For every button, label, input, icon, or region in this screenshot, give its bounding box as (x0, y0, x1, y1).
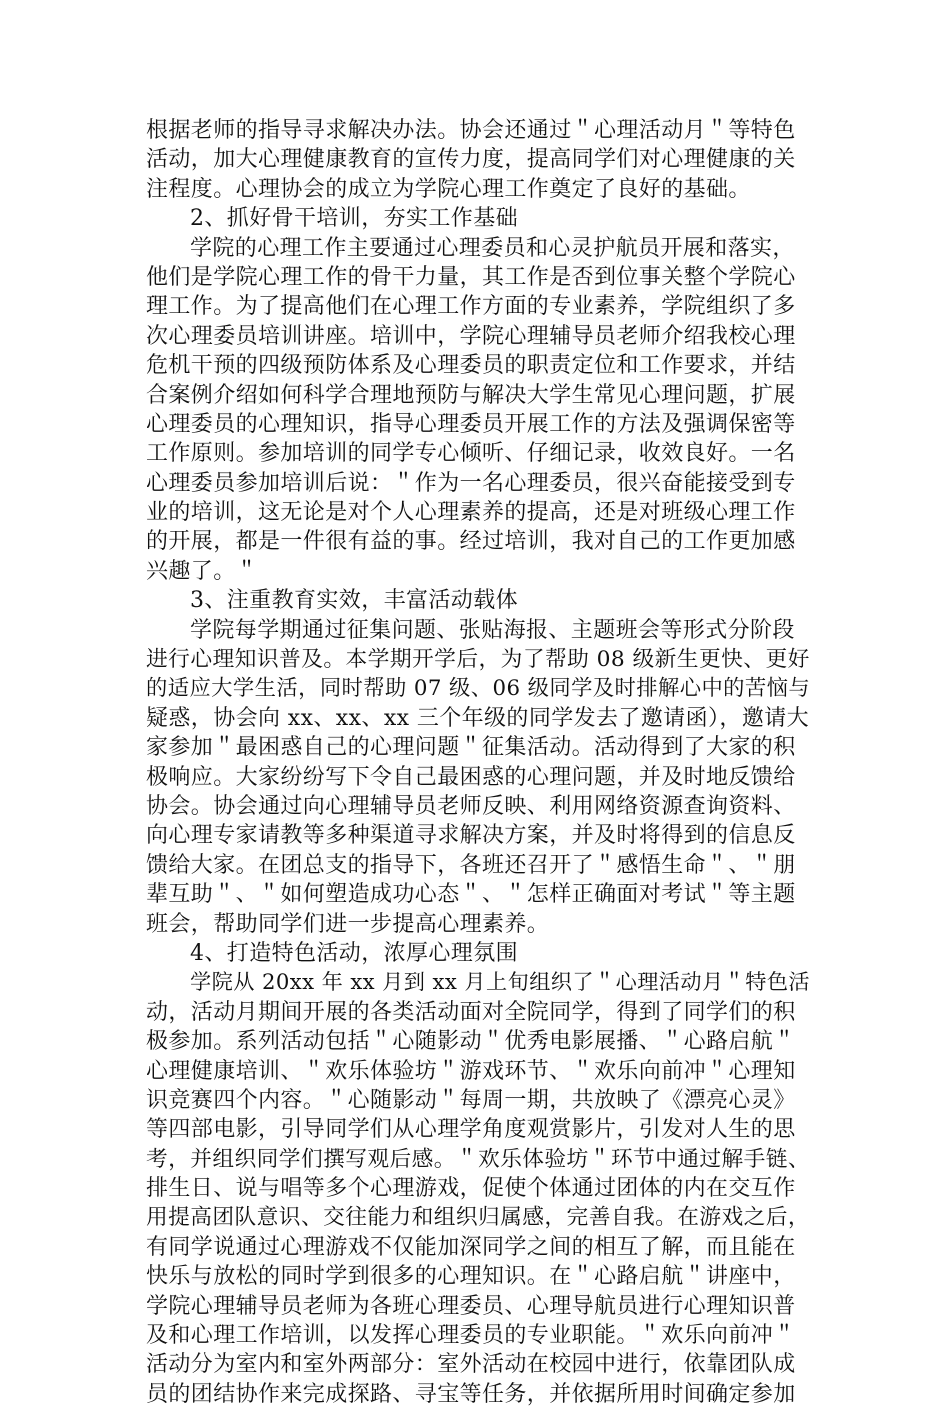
text-line: 业的培训，这无论是对个人心理素养的提高，还是对班级心理工作 (146, 500, 796, 526)
text-line: 动，活动月期间开展的各类活动面对全院同学，得到了同学们的积 (146, 999, 796, 1025)
text-line: 4、打造特色活动，浓厚心理氛围 (190, 940, 518, 966)
text-line: 考，并组织同学们撰写观后感。＂欢乐体验坊＂环节中通过解手链、 (146, 1146, 811, 1172)
text-line: 注程度。心理协会的成立为学院心理工作奠定了良好的基础。 (146, 176, 751, 202)
text-line: 排生日、说与唱等多个心理游戏，促使个体通过团体的内在交互作 (146, 1176, 796, 1202)
text-line: 快乐与放松的同时学到很多的心理知识。在＂心路启航＂讲座中， (146, 1264, 796, 1290)
text-line: 学院从 20xx 年 xx 月到 xx 月上旬组织了＂心理活动月＂特色活 (190, 970, 811, 996)
text-line: 馈给大家。在团总支的指导下，各班还召开了＂感悟生命＂、＂朋 (146, 852, 796, 878)
text-line: 的开展，都是一件很有益的事。经过培训，我对自己的工作更加感 (146, 529, 796, 555)
text-line: 有同学说通过心理游戏不仅能加深同学之间的相互了解，而且能在 (146, 1234, 796, 1260)
text-line: 识竞赛四个内容。＂心随影动＂每周一期，共放映了《漂亮心灵》 (146, 1087, 796, 1113)
text-line: 心理委员参加培训后说：＂作为一名心理委员，很兴奋能接受到专 (146, 470, 796, 496)
text-line: 兴趣了。＂ (146, 558, 259, 584)
text-line: 家参加＂最困惑自己的心理问题＂征集活动。活动得到了大家的积 (146, 735, 796, 761)
text-line: 员的团结协作来完成探路、寻宝等任务，并依据所用时间确定参加 (146, 1381, 796, 1407)
text-line: 极响应。大家纷纷写下令自己最困惑的心理问题，并及时地反馈给 (146, 764, 796, 790)
text-line: 极参加。系列活动包括＂心随影动＂优秀电影展播、＂心路启航＂ (146, 1029, 796, 1055)
text-line: 他们是学院心理工作的骨干力量，其工作是否到位事关整个学院心 (146, 264, 796, 290)
document-body (146, 116, 810, 1409)
text-line: 协会。协会通过向心理辅导员老师反映、利用网络资源查询资料、 (146, 793, 796, 819)
text-line: 进行心理知识普及。本学期开学后，为了帮助 08 级新生更快、更好 (146, 647, 810, 673)
text-line: 学院心理辅导员老师为各班心理委员、心理导航员进行心理知识普 (146, 1293, 796, 1319)
text-line: 用提高团队意识、交往能力和组织归属感，完善自我。在游戏之后， (146, 1205, 811, 1231)
text-line: 活动，加大心理健康教育的宣传力度，提高同学们对心理健康的关 (146, 147, 796, 173)
text-line: 学院的心理工作主要通过心理委员和心灵护航员开展和落实， (190, 235, 795, 261)
text-line: 2、抓好骨干培训，夯实工作基础 (190, 206, 518, 232)
text-line: 工作原则。参加培训的同学专心倾听、仔细记录，收效良好。一名 (146, 441, 796, 467)
text-line: 及和心理工作培训，以发挥心理委员的专业职能。＂欢乐向前冲＂ (146, 1323, 796, 1349)
text-line: 根据老师的指导寻求解决办法。协会还通过＂心理活动月＂等特色 (146, 118, 796, 143)
text-line: 3、注重教育实效，丰富活动载体 (190, 588, 518, 614)
text-line: 疑惑，协会向 xx、xx、xx 三个年级的同学发去了邀请函），邀请大 (146, 705, 810, 731)
text-line: 辈互助＂、＂如何塑造成功心态＂、＂怎样正确面对考试＂等主题 (146, 882, 796, 908)
text-line: 合案例介绍如何科学合理地预防与解决大学生常见心理问题，扩展 (146, 382, 796, 408)
text-line: 理工作。为了提高他们在心理工作方面的专业素养，学院组织了多 (146, 294, 796, 320)
text-line: 次心理委员培训讲座。培训中，学院心理辅导员老师介绍我校心理 (146, 323, 796, 349)
text-line: 心理健康培训、＂欢乐体验坊＂游戏环节、＂欢乐向前冲＂心理知 (146, 1058, 796, 1084)
text-line: 心理委员的心理知识，指导心理委员开展工作的方法及强调保密等 (146, 411, 796, 437)
text-line: 的适应大学生活，同时帮助 07 级、06 级同学及时排解心中的苦恼与 (146, 676, 811, 702)
text-line: 活动分为室内和室外两部分：室外活动在校园中进行，依靠团队成 (146, 1352, 796, 1378)
text-line: 班会，帮助同学们进一步提高心理素养。 (146, 911, 550, 937)
text-line: 学院每学期通过征集问题、张贴海报、主题班会等形式分阶段 (190, 617, 795, 643)
text-line: 等四部电影，引导同学们从心理学角度观赏影片，引发对人生的思 (146, 1117, 796, 1143)
text-line: 危机干预的四级预防体系及心理委员的职责定位和工作要求，并结 (146, 353, 796, 379)
text-line: 向心理专家请教等多种渠道寻求解决方案，并及时将得到的信息反 (146, 823, 796, 849)
